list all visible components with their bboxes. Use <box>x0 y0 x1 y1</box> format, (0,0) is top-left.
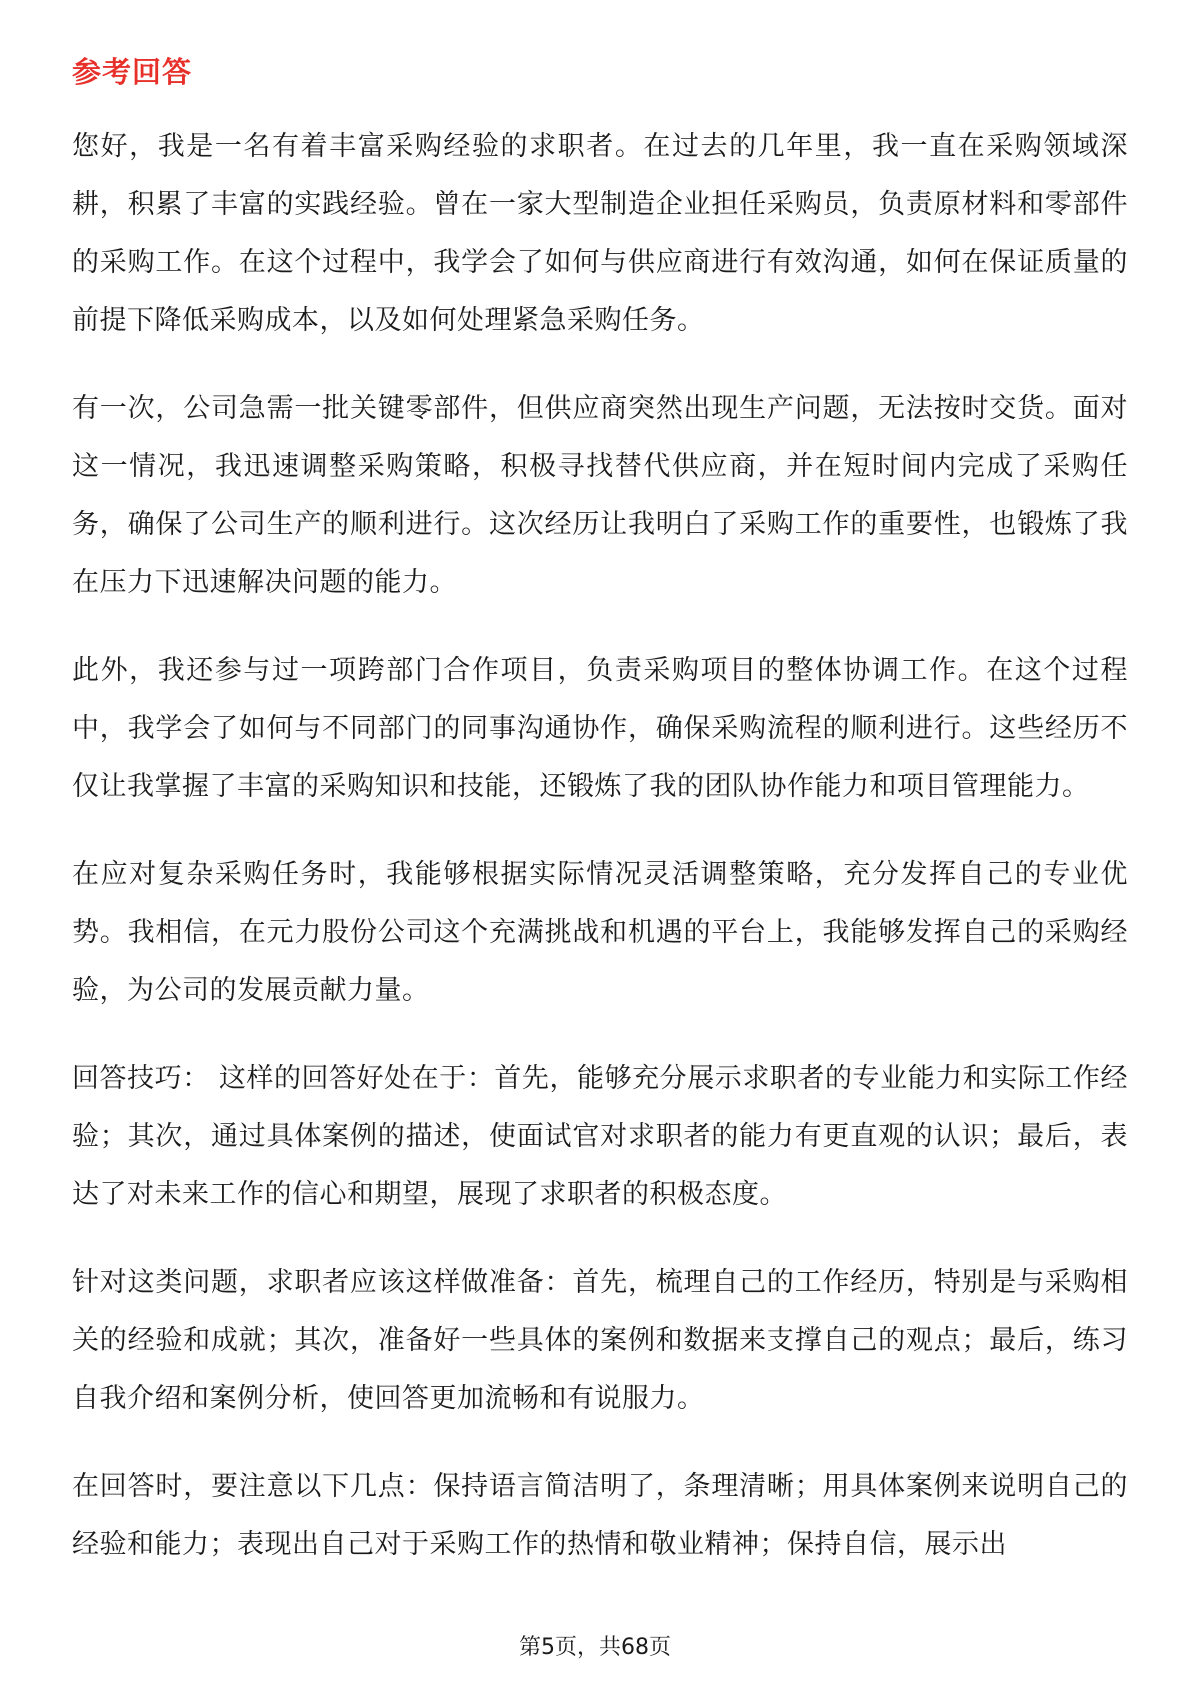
paragraph-intro: 您好，我是一名有着丰富采购经验的求职者。在过去的几年里，我一直在采购领域深耕，积累了丰富的实践经验。曾在一家大型制造企业担任采购员，负责原材料和零部件的采购工作。在这个过程中，我学会了如何与供应商进行有效沟通，如何在保证质量的前提下降低采购成本，以及如何处理紧急采购任务。 <box>72 131 1128 336</box>
page-number: 第5页，共68页 <box>519 1635 671 1660</box>
paragraph-notes: 在回答时，要注意以下几点：保持语言简洁明了，条理清晰；用具体案例来说明自己的经验和能力；表现出自己对于采购工作的热情和敬业精神；保持自信，展示出 <box>72 1471 1128 1560</box>
paragraph-strength: 在应对复杂采购任务时，我能够根据实际情况灵活调整策略，充分发挥自己的专业优势。我相信，在元力股份公司这个充满挑战和机遇的平台上，我能够发挥自己的采购经验，为公司的发展贡献力量。 <box>72 859 1128 1006</box>
paragraph-preparation: 针对这类问题，求职者应该这样做准备：首先，梳理自己的工作经历，特别是与采购相关的经验和成就；其次，准备好一些具体的案例和数据来支撑自己的观点；最后，练习自我介绍和案例分析，使回答更加流畅和有说服力。 <box>72 1267 1128 1414</box>
answer-body <box>72 118 1128 1574</box>
paragraph-project: 此外，我还参与过一项跨部门合作项目，负责采购项目的整体协调工作。在这个过程中，我学会了如何与不同部门的同事沟通协作，确保采购流程的顺利进行。这些经历不仅让我掌握了丰富的采购知识和技能，还锻炼了我的团队协作能力和项目管理能力。 <box>72 655 1128 802</box>
paragraph-example: 有一次，公司急需一批关键零部件，但供应商突然出现生产问题，无法按时交货。面对这一情况，我迅速调整采购策略，积极寻找替代供应商，并在短时间内完成了采购任务，确保了公司生产的顺利进行。这次经历让我明白了采购工作的重要性，也锻炼了我在压力下迅速解决问题的能力。 <box>72 393 1128 598</box>
section-heading: 参考回答 <box>72 55 193 89</box>
paragraph-tips: 回答技巧： 这样的回答好处在于：首先，能够充分展示求职者的专业能力和实际工作经验；其次，通过具体案例的描述，使面试官对求职者的能力有更直观的认识；最后，表达了对未来工作的信心和期望，展现了求职者的积极态度。 <box>72 1063 1128 1210</box>
watermark: ​ <box>551 652 688 827</box>
